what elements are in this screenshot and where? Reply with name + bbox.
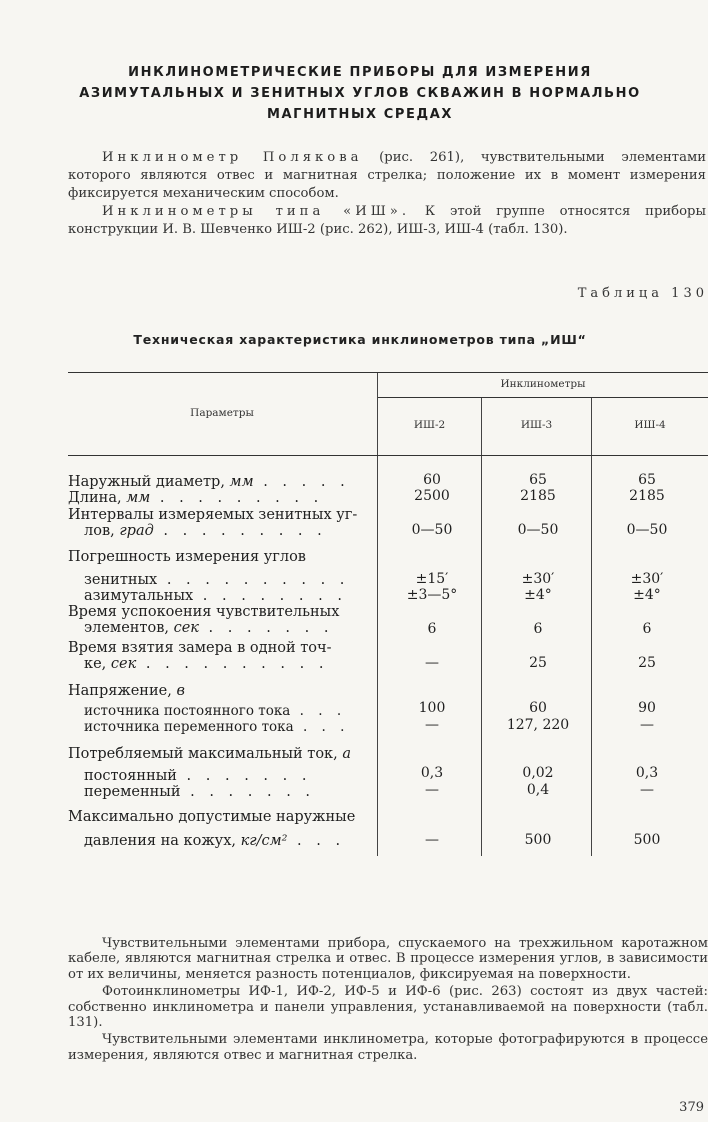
row-unit: мм bbox=[229, 474, 254, 490]
row-label: источника переменного тока bbox=[84, 719, 294, 735]
cell-value: ±3—5° bbox=[406, 587, 458, 603]
row-label: Максимально допустимые наружные bbox=[68, 809, 356, 825]
heading-line-1: ИНКЛИНОМЕТРИЧЕСКИЕ ПРИБОРЫ ДЛЯ ИЗМЕРЕНИЯ bbox=[128, 65, 592, 80]
body-divider-main bbox=[377, 456, 378, 856]
header-bottom-rule bbox=[68, 455, 708, 456]
heading-line-2: АЗИМУТАЛЬНЫХ И ЗЕНИТНЫХ УГЛОВ СКВАЖИН В НОРМАЛЬНО bbox=[79, 86, 641, 101]
row-unit: сек bbox=[110, 656, 137, 672]
row-label: давления на кожух, bbox=[84, 833, 241, 849]
row-label: Напряжение, bbox=[68, 683, 177, 699]
row-label: Наружный диаметр, bbox=[68, 474, 230, 490]
intro-paragraph-2-text: К этой группе относятся приборы конструкции И. В. Шевченко ИШ-2 (рис. 262), ИШ-3, ИШ-4 (табл. 130). bbox=[68, 204, 706, 237]
cell-value: 0—50 bbox=[517, 522, 559, 538]
cell-value: — bbox=[425, 717, 439, 733]
row-label: Потребляемый максимальный ток, bbox=[68, 746, 343, 762]
row-length: Длина, мм . . . . . . . . . bbox=[68, 490, 324, 506]
cell-value: — bbox=[640, 782, 654, 798]
footer-paragraph-3: Чувствительными элементами инклинометра, которые фотографируются в процессе измерения, являются отвес и магнитная стрелка. bbox=[68, 1032, 708, 1063]
cell-value: 100 bbox=[418, 700, 446, 716]
footer-text bbox=[68, 936, 708, 1065]
term-ish: Инклинометры типа «ИШ». bbox=[102, 204, 411, 219]
cell-value: 0,02 bbox=[522, 765, 554, 781]
cell-value: 500 bbox=[524, 832, 552, 848]
cell-value: 60 bbox=[423, 472, 441, 488]
cell-value: 0—50 bbox=[411, 522, 453, 538]
footer-paragraph-2: Фотоинклинометры ИФ-1, ИФ-2, ИФ-5 и ИФ-6 (рис. 263) состоят из двух частей: собственно инклинометра и панели управления, устанавливаемой на поверхности (табл. 131). bbox=[68, 984, 708, 1031]
row-settle-time: Время успокоения чувствительных элементов, сек . . . . . . . bbox=[68, 604, 360, 636]
row-ac: переменный . . . . . . . bbox=[84, 784, 316, 800]
row-label: переменный bbox=[84, 784, 181, 800]
cell-value: 6 bbox=[642, 621, 652, 637]
cell-value: 500 bbox=[633, 832, 661, 848]
row-intervals: Интервалы измеряемых зенитных уг- лов, град . . . . . . . . . bbox=[68, 507, 360, 539]
cell-value: — bbox=[640, 717, 654, 733]
row-error-heading: Погрешность измерения углов bbox=[68, 549, 306, 565]
row-unit: а bbox=[342, 746, 351, 762]
group-header: Инклинометры bbox=[500, 378, 586, 390]
cell-value: 25 bbox=[529, 655, 547, 671]
col-header-ish4: ИШ-4 bbox=[634, 419, 666, 431]
table-title: Техническая характеристика инклинометров типа „ИШ“ bbox=[133, 332, 587, 347]
row-zenith: зенитных . . . . . . . . . . bbox=[84, 572, 350, 588]
cell-value: 2185 bbox=[520, 488, 556, 504]
row-outer-diameter: Наружный диаметр, мм . . . . . bbox=[68, 474, 350, 490]
param-header: Параметры bbox=[190, 407, 254, 419]
row-dc-source: источника постоянного тока . . . bbox=[84, 703, 347, 719]
cell-value: ±4° bbox=[524, 587, 552, 603]
cell-value: ±4° bbox=[633, 587, 661, 603]
row-label: постоянный bbox=[84, 768, 177, 784]
cell-value: 0,4 bbox=[526, 782, 550, 798]
row-dc: постоянный . . . . . . . bbox=[84, 768, 312, 784]
body-divider-1 bbox=[481, 456, 482, 856]
cell-value: 127, 220 bbox=[506, 717, 570, 733]
cell-value: 2185 bbox=[629, 488, 665, 504]
row-reading-time: Время взятия замера в одной точ- ке, сек . . . . . . . . . . bbox=[68, 640, 360, 672]
row-label: лов, bbox=[84, 523, 120, 539]
row-unit: кг/см² bbox=[240, 833, 288, 849]
cell-value: ±30′ bbox=[630, 571, 664, 587]
row-voltage-heading bbox=[68, 683, 360, 699]
term-polyakov: Инклинометр Полякова bbox=[102, 150, 363, 165]
row-pressure: Максимально допустимые наружные давления на кожух, кг/см² . . . bbox=[68, 809, 360, 849]
cell-value: ±30′ bbox=[521, 571, 555, 587]
row-label: Время взятия замера в одной точ- bbox=[68, 640, 332, 656]
cell-value: — bbox=[425, 655, 439, 671]
row-unit: сек bbox=[173, 620, 199, 636]
section-heading bbox=[60, 62, 660, 125]
table-number: Таблица 130 bbox=[577, 286, 708, 301]
cell-value: 60 bbox=[529, 700, 547, 716]
row-azimuth: азимутальных . . . . . . . . bbox=[84, 588, 347, 604]
cell-value: 65 bbox=[529, 472, 547, 488]
cell-value: 0—50 bbox=[626, 522, 668, 538]
row-unit: град bbox=[119, 523, 154, 539]
header-group-rule bbox=[378, 397, 708, 398]
row-label: Длина, bbox=[68, 490, 127, 506]
col-header-ish3: ИШ-3 bbox=[520, 419, 553, 431]
cell-value: 25 bbox=[638, 655, 656, 671]
cell-value: 6 bbox=[427, 621, 437, 637]
page-number: 379 bbox=[679, 1100, 704, 1115]
cell-value: 0,3 bbox=[635, 765, 659, 781]
row-unit: в bbox=[176, 683, 185, 699]
row-label: ке, bbox=[84, 656, 111, 672]
intro-paragraph-1-text: (рис. 261), чувствительными элементами которого являются отвес и магнитная стрелка; положение их в момент измерения фиксируется механическим способом. bbox=[68, 150, 706, 201]
cell-value: 0,3 bbox=[420, 765, 444, 781]
cell-value: 90 bbox=[638, 700, 656, 716]
row-ac-source: источника переменного тока . . . bbox=[84, 719, 350, 735]
cell-value: 65 bbox=[638, 472, 656, 488]
body-divider-2 bbox=[591, 456, 592, 856]
cell-value: — bbox=[425, 782, 439, 798]
row-label: элементов, bbox=[84, 620, 174, 636]
row-label: источника постоянного тока bbox=[84, 703, 291, 719]
row-label: зенитных bbox=[84, 572, 158, 588]
row-label: Время успокоения чувствительных bbox=[68, 604, 340, 620]
footer-paragraph-1: Чувствительными элементами прибора, спускаемого на трехжильном каротажном кабеле, являются магнитная стрелка и отвес. В процессе измерения углов, в зависимости от их величины, меняется разность потенциалов, фиксируемая на поверхности. bbox=[68, 936, 708, 982]
cell-value: 6 bbox=[533, 621, 543, 637]
col-header-ish2: ИШ-2 bbox=[413, 419, 446, 431]
intro-text bbox=[68, 149, 706, 239]
heading-line-3: МАГНИТНЫХ СРЕДАХ bbox=[266, 107, 454, 122]
row-unit: мм bbox=[126, 490, 151, 506]
table-top-rule bbox=[68, 372, 708, 373]
intro-paragraph-1 bbox=[68, 149, 706, 203]
row-current-heading bbox=[68, 746, 360, 762]
cell-value: 2500 bbox=[414, 488, 450, 504]
cell-value: — bbox=[425, 832, 439, 848]
intro-paragraph-2 bbox=[68, 203, 706, 239]
cell-value: ±15′ bbox=[415, 571, 449, 587]
row-label: азимутальных bbox=[84, 588, 194, 604]
row-label: Интервалы измеряемых зенитных уг- bbox=[68, 507, 358, 523]
